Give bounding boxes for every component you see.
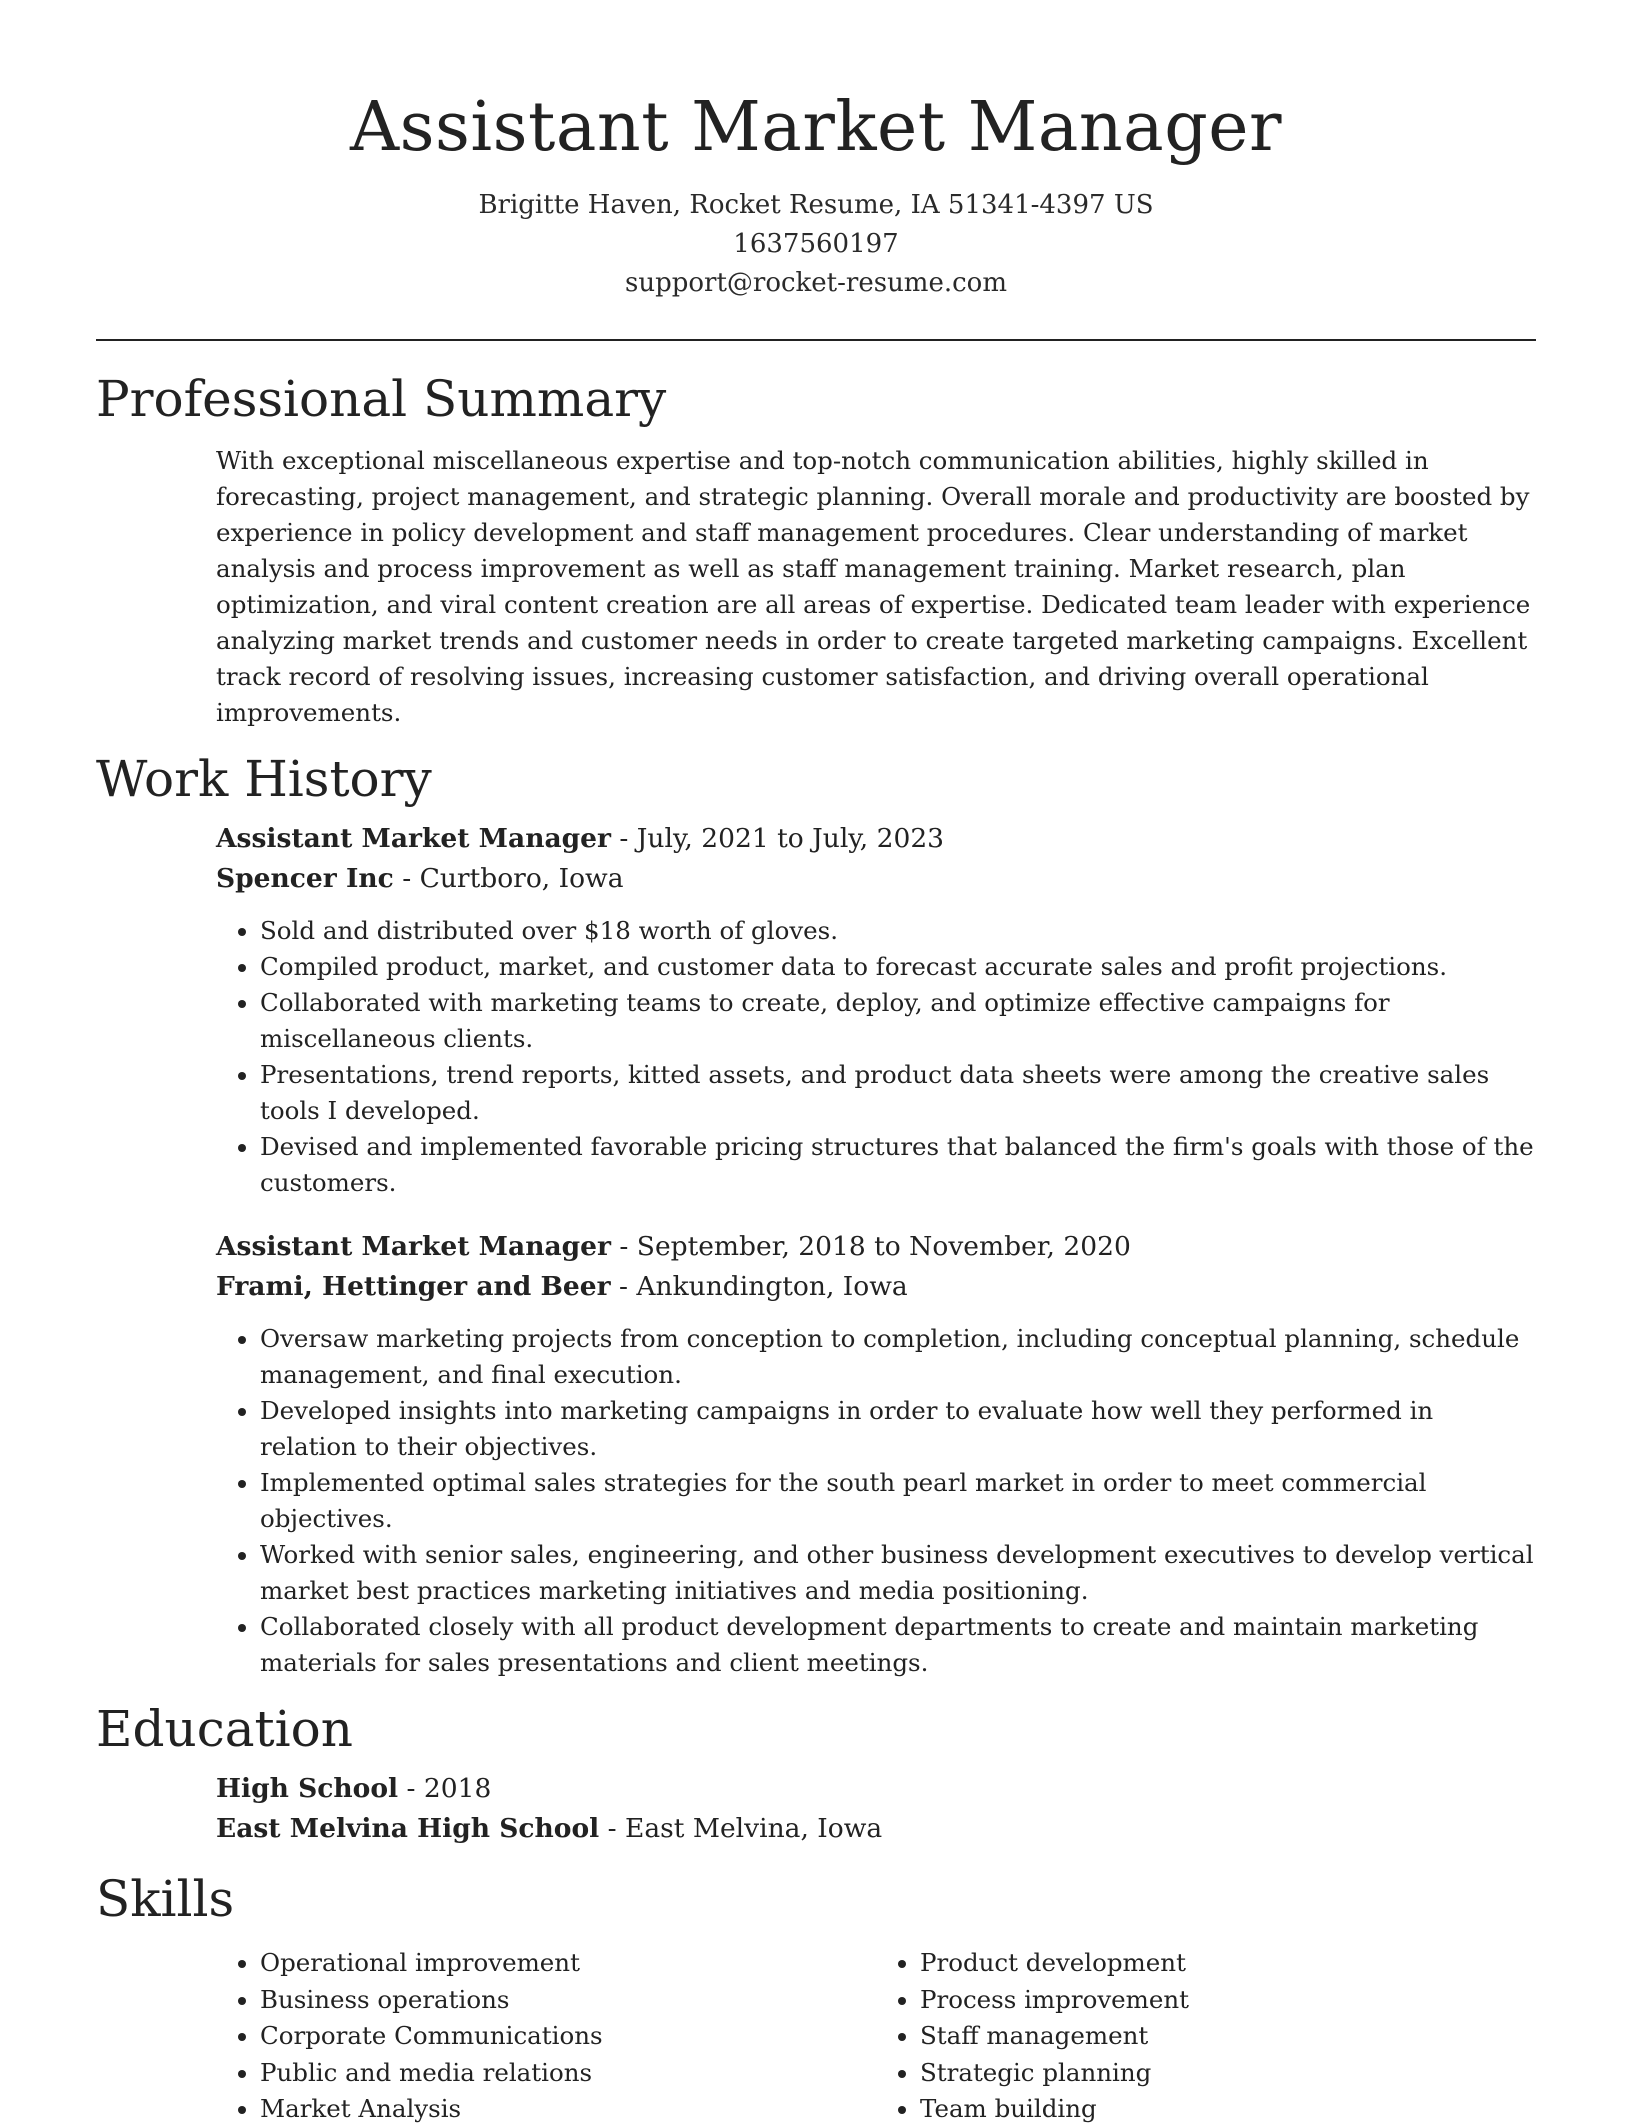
education-section bbox=[96, 1697, 1536, 1849]
job-dates: - September, 2018 to November, 2020 bbox=[610, 1231, 1131, 1262]
job-company-line bbox=[216, 859, 1536, 899]
job-company-line bbox=[216, 1267, 1536, 1307]
skill-item: • Product development bbox=[920, 1945, 1536, 1982]
contact-address: Brigitte Haven, Rocket Resume, IA 51341-4397 US bbox=[478, 190, 1154, 220]
job-title: Assistant Market Manager bbox=[216, 1231, 611, 1262]
education-school-line bbox=[216, 1809, 1536, 1849]
skill-item: • Process improvement bbox=[920, 1982, 1536, 2019]
resume-title: Assistant Market Manager bbox=[350, 88, 1282, 167]
skills-section bbox=[96, 1867, 1536, 2128]
job-company: Spencer Inc bbox=[216, 863, 394, 894]
education-location: - East Melvina, Iowa bbox=[599, 1813, 883, 1844]
skills-column-right bbox=[876, 1945, 1536, 2128]
skill-item: • Strategic planning bbox=[920, 2055, 1536, 2092]
job-entry bbox=[216, 1227, 1536, 1681]
job-bullet: • Presentations, trend reports, kitted assets, and product data sheets were among the creative sales tools I developed. bbox=[260, 1057, 1536, 1129]
education-degree: High School bbox=[216, 1773, 399, 1804]
job-title: Assistant Market Manager bbox=[216, 823, 611, 854]
job-bullet: • Collaborated with marketing teams to create, deploy, and optimize effective campaigns for miscellaneous clients. bbox=[260, 985, 1536, 1057]
skill-item: • Corporate Communications bbox=[260, 2018, 876, 2055]
skills-columns bbox=[216, 1945, 1536, 2128]
job-title-line bbox=[216, 819, 1536, 859]
job-location: - Curtboro, Iowa bbox=[393, 863, 624, 894]
contact-email: support@rocket-resume.com bbox=[624, 268, 1007, 298]
resume-header bbox=[96, 0, 1536, 303]
job-title-line bbox=[216, 1227, 1536, 1267]
education-heading: Education bbox=[96, 1700, 353, 1758]
summary-text: With exceptional miscellaneous expertise and top-notch communication abilities, highly skilled in forecasting, project management, and strategic planning. Overall morale and productivity are boosted by experience in policy development and staff management procedures. Clear understanding of market analysis and process improvement as well as staff management training. Market research, plan optimization, and viral content creation are all areas of expertise. Dedicated team leader with experience analyzing market trends and customer needs in order to create targeted marketing campaigns. Excellent track record of resolving issues, increasing customer satisfaction, and driving overall operational improvements. bbox=[216, 446, 1531, 727]
work-history-heading: Work History bbox=[96, 750, 432, 808]
job-bullet: • Collaborated closely with all product development departments to create and maintain marketing materials for sales presentations and client meetings. bbox=[260, 1609, 1536, 1681]
skills-column-left bbox=[216, 1945, 876, 2128]
contact-info bbox=[96, 186, 1536, 303]
summary-heading: Professional Summary bbox=[96, 370, 667, 428]
skill-item: • Operational improvement bbox=[260, 1945, 876, 1982]
job-bullet: • Devised and implemented favorable pricing structures that balanced the firm's goals with those of the customers. bbox=[260, 1129, 1536, 1201]
job-bullet: • Implemented optimal sales strategies for the south pearl market in order to meet commercial objectives. bbox=[260, 1465, 1536, 1537]
work-history-section bbox=[96, 747, 1536, 1681]
job-bullet: • Oversaw marketing projects from conception to completion, including conceptual planning, schedule management, and final execution. bbox=[260, 1321, 1536, 1393]
education-school: East Melvina High School bbox=[216, 1813, 600, 1844]
job-company: Frami, Hettinger and Beer bbox=[216, 1271, 611, 1302]
job-dates: - July, 2021 to July, 2023 bbox=[610, 823, 945, 854]
job-bullet: • Worked with senior sales, engineering, and other business development executives to develop vertical market best practices marketing initiatives and media positioning. bbox=[260, 1537, 1536, 1609]
job-bullet: • Sold and distributed over $18 worth of gloves. bbox=[260, 913, 1536, 949]
job-bullets bbox=[216, 913, 1536, 1201]
skill-item: • Business operations bbox=[260, 1982, 876, 2019]
contact-phone: 1637560197 bbox=[733, 229, 899, 259]
education-entry bbox=[216, 1769, 1536, 1849]
education-degree-line bbox=[216, 1769, 1536, 1809]
header-divider bbox=[96, 339, 1536, 341]
skill-item: • Team building bbox=[920, 2091, 1536, 2128]
job-bullet: • Compiled product, market, and customer data to forecast accurate sales and profit projections. bbox=[260, 949, 1536, 985]
skill-item: • Staff management bbox=[920, 2018, 1536, 2055]
job-location: - Ankundington, Iowa bbox=[610, 1271, 908, 1302]
job-bullets bbox=[216, 1321, 1536, 1681]
job-bullet: • Developed insights into marketing campaigns in order to evaluate how well they performed in relation to their objectives. bbox=[260, 1393, 1536, 1465]
skill-item: • Public and media relations bbox=[260, 2055, 876, 2092]
resume-page bbox=[96, 0, 1536, 2128]
job-entry bbox=[216, 819, 1536, 1201]
summary-section bbox=[96, 367, 1536, 731]
education-year: - 2018 bbox=[398, 1773, 492, 1804]
skill-item: • Market Analysis bbox=[260, 2091, 876, 2128]
skills-heading: Skills bbox=[96, 1870, 235, 1928]
